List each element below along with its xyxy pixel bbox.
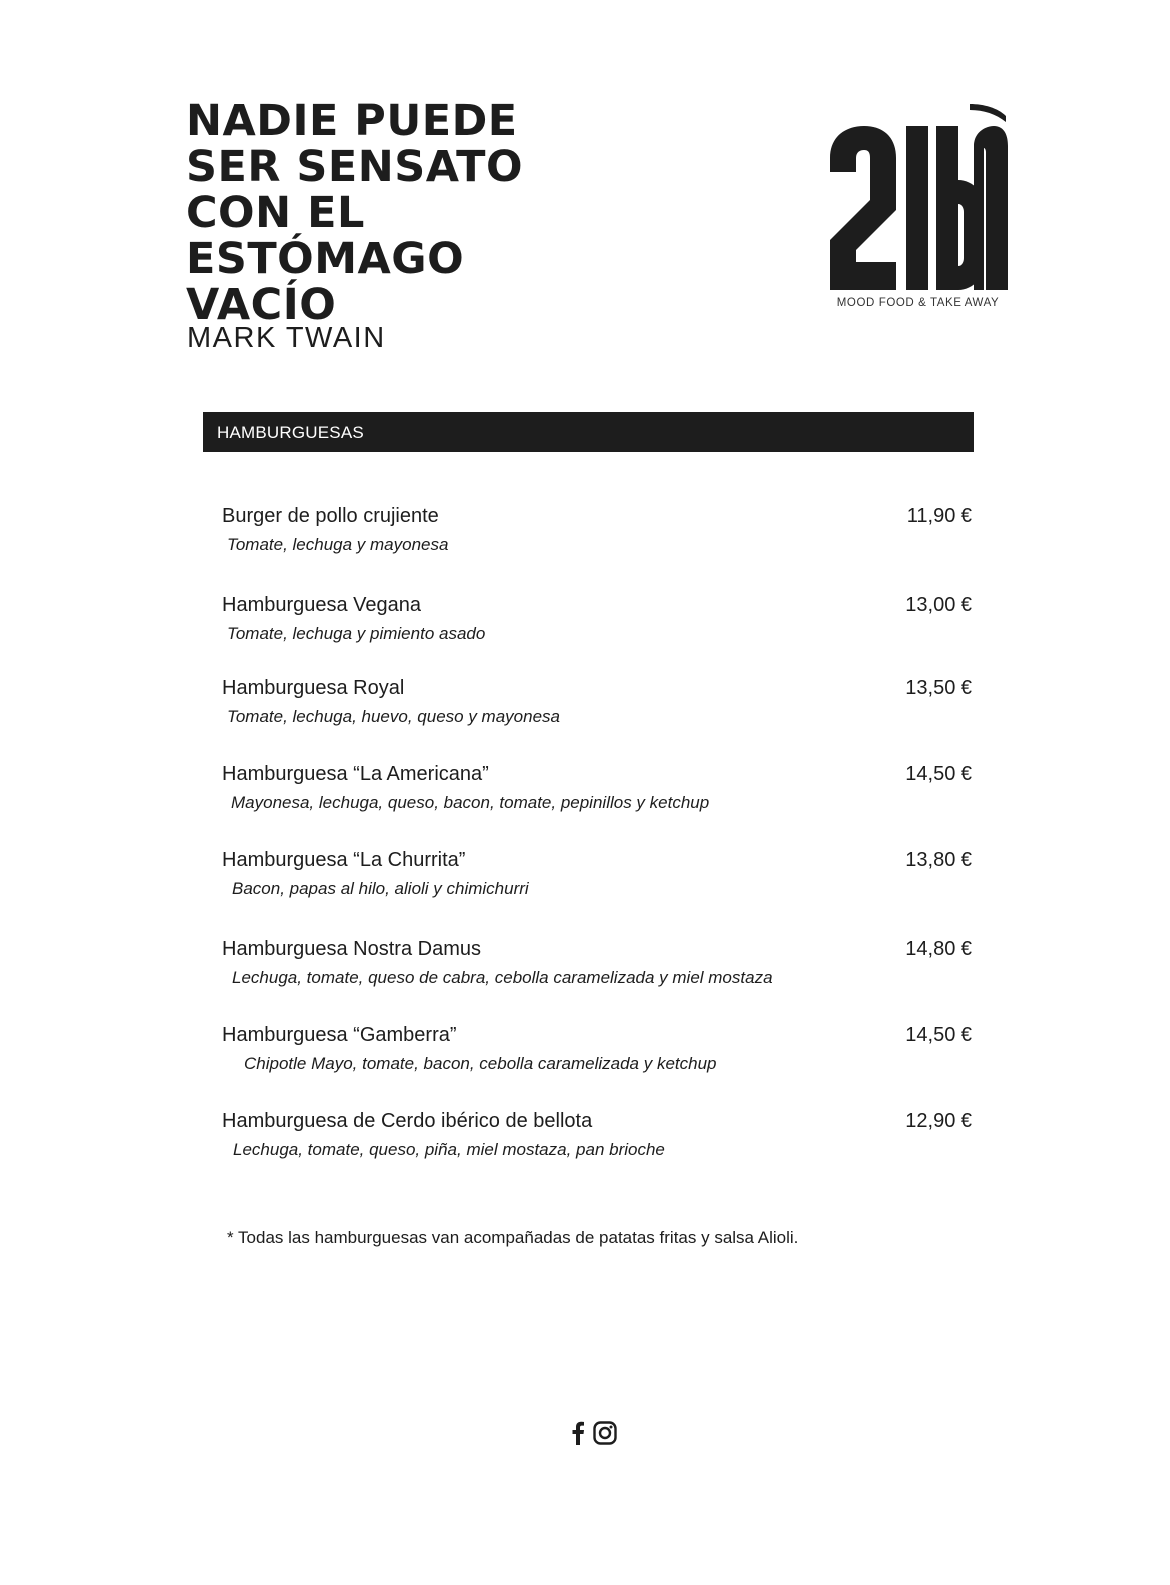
instagram-icon[interactable] (593, 1421, 617, 1445)
facebook-icon[interactable] (571, 1421, 585, 1445)
menu-item (222, 1024, 974, 1084)
menu-item (222, 677, 974, 737)
item-description: Tomate, lechuga y mayonesa (227, 535, 449, 554)
item-description: Tomate, lechuga y pimiento asado (227, 624, 486, 643)
section-header (203, 412, 974, 452)
item-description: Chipotle Mayo, tomate, bacon, cebolla caramelizada y ketchup (244, 1054, 717, 1073)
item-name: Burger de pollo crujiente (222, 505, 439, 527)
item-price: 13,00 € (905, 594, 972, 616)
item-name: Hamburguesa “La Churrita” (222, 849, 466, 871)
quote-line: SER SENSATO (186, 142, 524, 192)
item-description: Lechuga, tomate, queso, piña, miel mostaza, pan brioche (233, 1140, 665, 1159)
item-name: Hamburguesa “La Americana” (222, 763, 489, 785)
footnote: * Todas las hamburguesas van acompañadas de patatas fritas y salsa Alioli. (227, 1228, 799, 1247)
item-name: Hamburguesa de Cerdo ibérico de bellota (222, 1110, 593, 1132)
menu-item (222, 938, 974, 998)
item-name: Hamburguesa Nostra Damus (222, 938, 481, 960)
quote-line: NADIE PUEDE (186, 96, 518, 146)
item-price: 14,80 € (905, 938, 972, 960)
quote-line: CON EL (186, 188, 365, 238)
menu-item (222, 505, 974, 565)
item-price: 14,50 € (905, 1024, 972, 1046)
item-name: Hamburguesa “Gamberra” (222, 1024, 457, 1046)
menu-item (222, 763, 974, 823)
item-price: 13,80 € (905, 849, 972, 871)
item-price: 14,50 € (905, 763, 972, 785)
item-price: 13,50 € (905, 677, 972, 699)
logo-tagline: MOOD FOOD & TAKE AWAY (836, 297, 1000, 309)
quote-author: MARK TWAIN (187, 322, 386, 354)
menu-item (222, 594, 974, 654)
social-links (571, 1419, 617, 1447)
ziba-logo-icon (826, 100, 1010, 292)
item-price: 12,90 € (905, 1110, 972, 1132)
item-description: Tomate, lechuga, huevo, queso y mayonesa (227, 707, 560, 726)
brand-logo (826, 100, 1010, 316)
section-title: HAMBURGUESAS (217, 423, 364, 442)
item-name: Hamburguesa Royal (222, 677, 405, 699)
item-description: Mayonesa, lechuga, queso, bacon, tomate, pepinillos y ketchup (231, 793, 710, 812)
item-description: Bacon, papas al hilo, alioli y chimichurri (232, 879, 529, 898)
quote-heading (186, 98, 523, 328)
menu-item (222, 849, 974, 909)
quote-line: ESTÓMAGO (186, 234, 465, 284)
item-price: 11,90 € (906, 505, 972, 527)
menu-item (222, 1110, 974, 1170)
item-description: Lechuga, tomate, queso de cabra, cebolla caramelizada y miel mostaza (232, 968, 773, 987)
quote-line: VACÍO (186, 280, 337, 330)
item-name: Hamburguesa Vegana (222, 594, 422, 616)
